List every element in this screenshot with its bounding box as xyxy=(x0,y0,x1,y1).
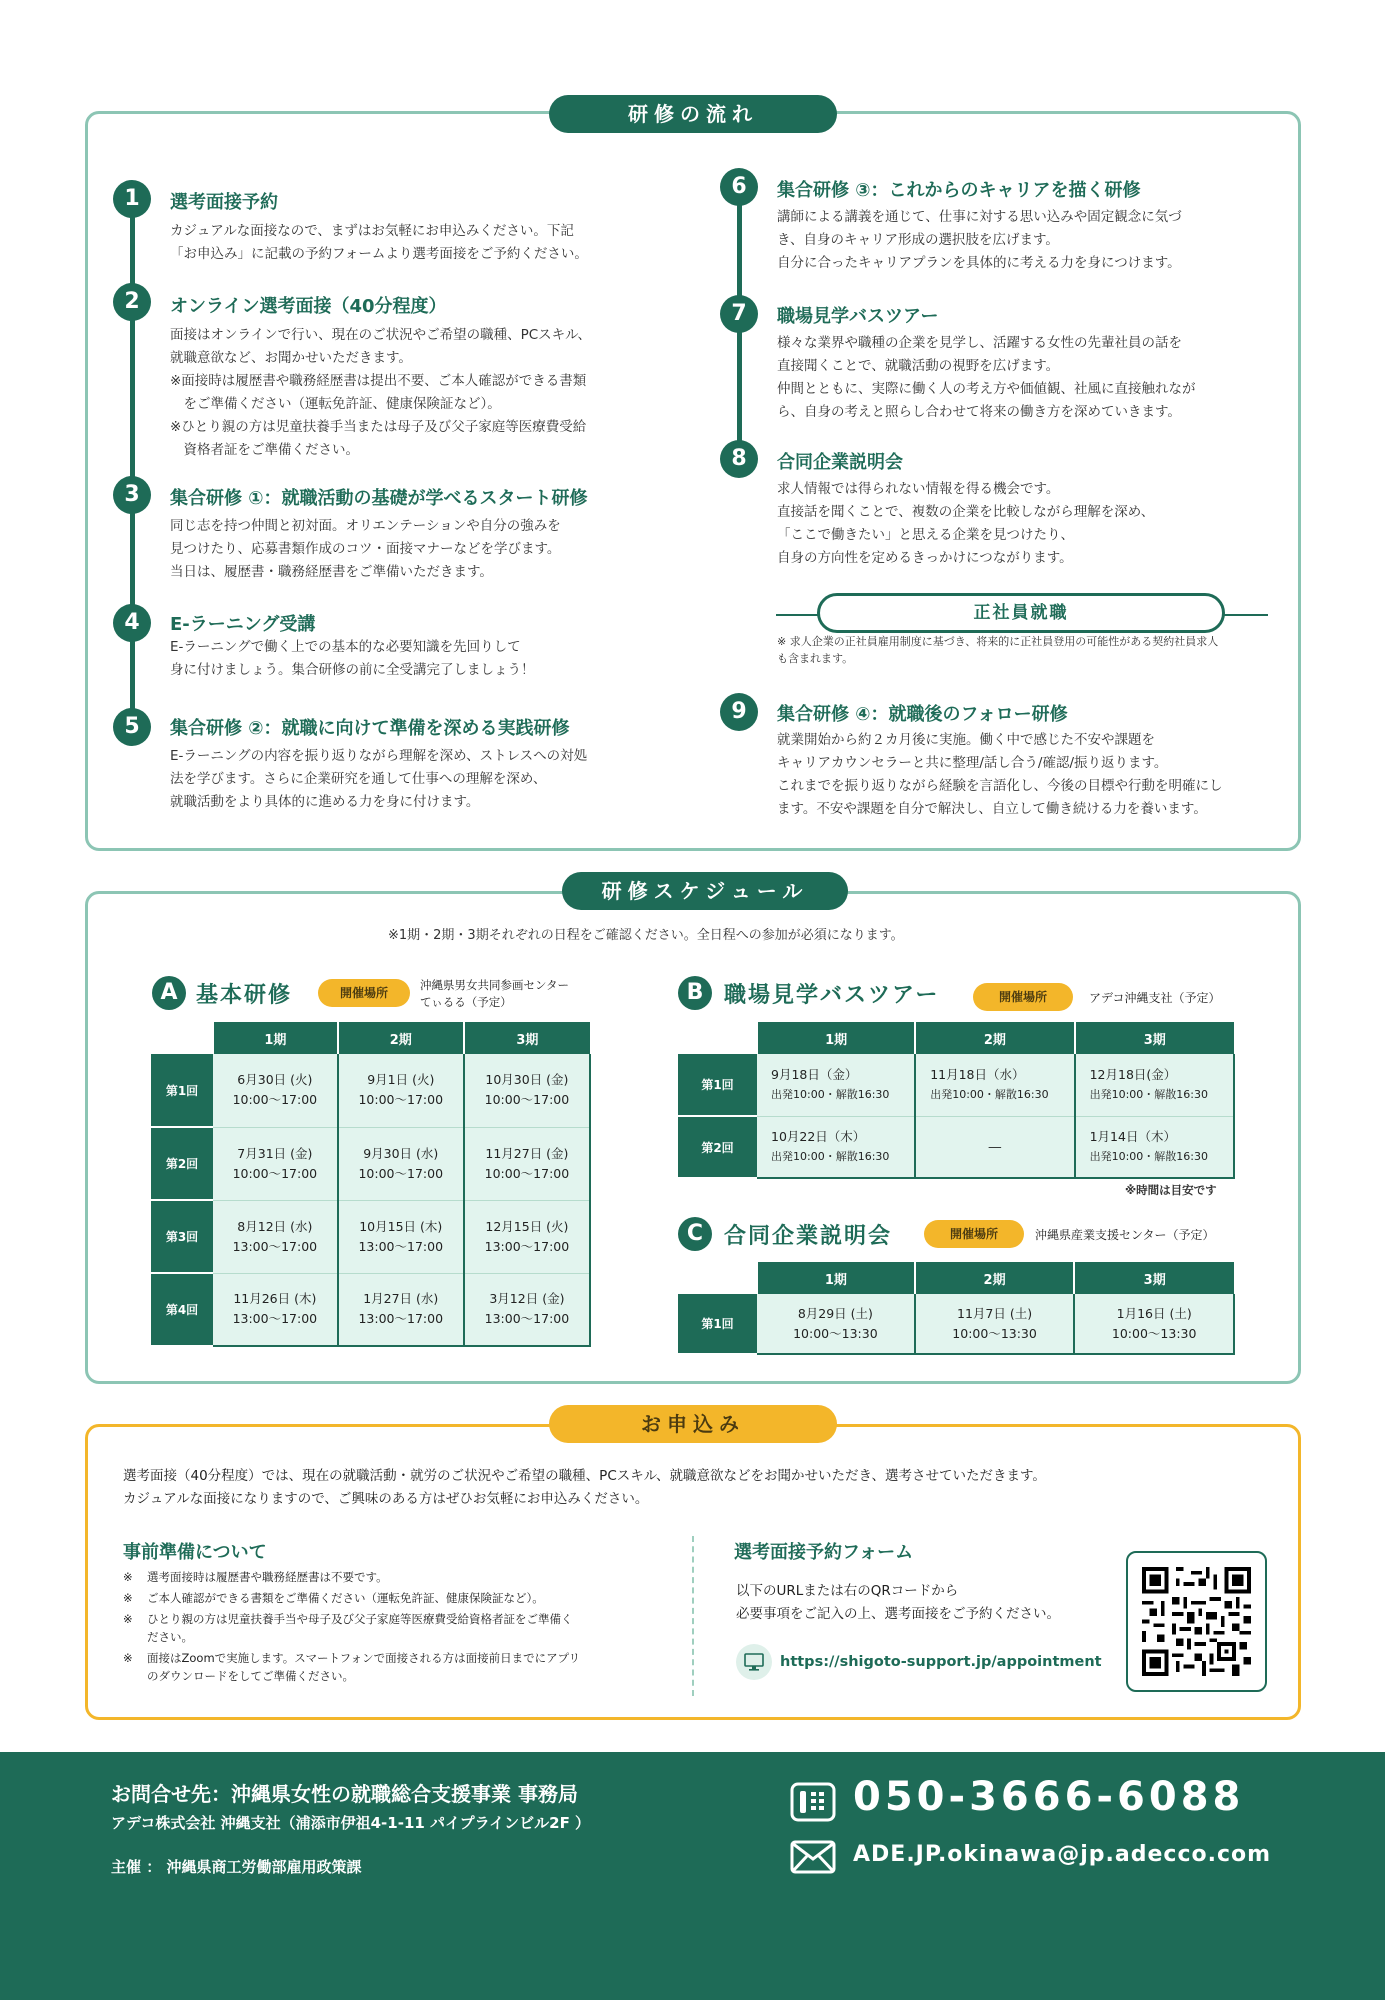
step-line: 資格者証をご準備ください。 xyxy=(170,442,359,458)
schedule-c-table xyxy=(678,1262,1235,1355)
table-cell: 10月22日（木） 出発10:00・解散16:30 xyxy=(757,1116,915,1178)
step-line: 面接はオンラインで行い、現在のご状況やご希望の職種、PCスキル、 xyxy=(170,327,591,343)
step-body xyxy=(777,206,1182,275)
contact-title: お問合せ先：沖縄県女性の就職総合支援事業 事務局 xyxy=(111,1782,578,1806)
table-cell: ― xyxy=(915,1116,1074,1178)
step-line: E-ラーニングの内容を振り返りながら理解を深め、ストレスへの対処 xyxy=(170,748,588,764)
venue-badge: 開催場所 xyxy=(924,1220,1024,1248)
form-title: 選考面接予約フォーム xyxy=(734,1542,914,1563)
step-number: 3 xyxy=(113,476,151,514)
step-number: 6 xyxy=(720,168,758,206)
row-label: 第2回 xyxy=(151,1127,213,1200)
table-row xyxy=(151,1127,590,1200)
table-corner xyxy=(151,1022,213,1054)
step-line: 「お申込み」に記載の予約フォームより選考面接をご予約ください。 xyxy=(170,246,588,262)
sponsor: 主催 ： 沖縄県商工労働部雇用政策課 xyxy=(111,1858,362,1876)
step-line: ※面接時は履歴書や職務経歴書は提出不要、ご本人確認ができる書類 xyxy=(170,373,587,389)
table-row xyxy=(678,1116,1234,1178)
table-cell: 7月31日 (金) 10:00〜17:00 xyxy=(213,1127,338,1200)
venue-badge: 開催場所 xyxy=(318,979,410,1007)
table-cell: 9月30日 (水) 10:00〜17:00 xyxy=(338,1127,464,1200)
prep-list xyxy=(123,1568,580,1688)
step-line: 直接聞くことで、就職活動の視野を広げます。 xyxy=(777,358,1060,374)
table-cell: 11月26日 (木) 13:00〜17:00 xyxy=(213,1273,338,1346)
step-line: 「ここで働きたい」と思える企業を見つけたり、 xyxy=(777,527,1074,543)
step-body xyxy=(777,332,1196,424)
table-row xyxy=(678,1294,1234,1354)
step-title: 集合研修 ②：就職に向けて準備を深める実践研修 xyxy=(170,718,570,739)
schedule-c-title: 合同企業説明会 xyxy=(724,1224,893,1249)
step-line: 法を学びます。さらに企業研究を通して仕事への理解を深め、 xyxy=(170,771,547,787)
table-corner xyxy=(678,1022,757,1054)
flow-section-title: 研修の流れ xyxy=(549,95,837,133)
row-label: 第2回 xyxy=(678,1116,757,1178)
table-row xyxy=(151,1054,590,1127)
step-line: 就職意欲など、お聞かせいただきます。 xyxy=(170,350,412,366)
step-line: 直接話を聞くことで、複数の企業を比較しながら理解を深め、 xyxy=(777,504,1155,520)
venue-line: てぃるる（予定） xyxy=(420,995,512,1009)
schedule-a-title: 基本研修 xyxy=(196,983,293,1008)
step-body xyxy=(170,636,535,682)
schedule-b-table xyxy=(678,1022,1235,1179)
url-text[interactable]: https://shigoto-support.jp/appointment xyxy=(780,1654,1102,1670)
prep-item: ※ ひとり親の方は児童扶養手当や母子及び父子家庭等医療費受給資格者証をご準備く ださい。 xyxy=(123,1612,573,1644)
phone-number[interactable]: 050-3666-6088 xyxy=(853,1774,1245,1820)
venue-badge: 開催場所 xyxy=(973,983,1073,1011)
table-row xyxy=(678,1054,1234,1116)
note-mark: ※ xyxy=(123,1591,133,1605)
table-header: 1期 xyxy=(757,1022,915,1054)
table-cell: 8月29日 (土) 10:00〜13:30 xyxy=(757,1294,915,1354)
note-line: も含まれます。 xyxy=(777,652,854,665)
step-body xyxy=(170,515,561,584)
row-label: 第1回 xyxy=(678,1294,757,1354)
table-cell: 10月15日 (木) 13:00〜17:00 xyxy=(338,1200,464,1273)
intro-line: カジュアルな面接になりますので、ご興味のある方はぜひお気軽にお申込みください。 xyxy=(123,1491,649,1507)
table-header: 2期 xyxy=(915,1022,1074,1054)
step-number: 1 xyxy=(113,180,151,218)
step-line: 求人情報では得られない情報を得る機会です。 xyxy=(777,481,1060,497)
table-cell: 11月18日（水） 出発10:00・解散16:30 xyxy=(915,1054,1074,1116)
step-line: 身に付けましょう。集合研修の前に全受講完了しましょう！ xyxy=(170,662,535,678)
step-title: 選考面接予約 xyxy=(170,192,278,213)
table-row xyxy=(151,1273,590,1346)
note-mark: ※ xyxy=(123,1570,133,1584)
intro-line: 選考面接（40分程度）では、現在の就職活動・就労のご状況やご希望の職種、PCスキル、就職意欲などをお聞かせいただき、選考させていただきます。 xyxy=(123,1468,1046,1484)
schedule-note: ※1期・2期・3期それぞれの日程をご確認ください。全日程への参加が必須になります。 xyxy=(388,928,904,943)
row-label: 第1回 xyxy=(151,1054,213,1127)
prep-item: ※ 選考面接時は履歴書や職務経歴書は不要です。 xyxy=(123,1570,388,1584)
step-title: 集合研修 ①：就職活動の基礎が学べるスタート研修 xyxy=(170,488,588,509)
step-body xyxy=(777,478,1154,570)
table-cell: 8月12日 (水) 13:00〜17:00 xyxy=(213,1200,338,1273)
section-letter-a: A xyxy=(152,976,186,1010)
step-line: キャリアカウンセラーと共に整理/話し合う/確認/振り返ります。 xyxy=(777,755,1168,771)
step-line: 見つけたり、応募書類作成のコツ・面接マナーなどを学びます。 xyxy=(170,541,561,557)
step-line: これまでを振り返りながら経験を言語化し、今後の目標や行動を明確にし xyxy=(777,778,1223,794)
apply-divider xyxy=(692,1536,694,1696)
step-title: オンライン選考面接（40分程度） xyxy=(170,296,447,317)
step-line: 講師による講義を通じて、仕事に対する思い込みや固定観念に気づ xyxy=(777,209,1182,225)
table-cell: 12月18日(金） 出発10:00・解散16:30 xyxy=(1075,1054,1234,1116)
step-body xyxy=(170,745,587,814)
mail-icon xyxy=(790,1840,836,1874)
step-line: 同じ志を持つ仲間と初対面。オリエンテーションや自分の強みを xyxy=(170,518,561,534)
form-line: 必要事項をご記入の上、選考面接をご予約ください。 xyxy=(736,1606,1060,1622)
prep-item: ※ ご本人確認ができる書類をご準備ください（運転免許証、健康保険証など）。 xyxy=(123,1591,544,1605)
table-header: 1期 xyxy=(757,1262,915,1294)
step-body xyxy=(170,324,591,462)
step-line: 就業開始から約２カ月後に実施。働く中で感じた不安や課題を xyxy=(777,732,1155,748)
step-line: E-ラーニングで働く上での基本的な必要知識を先回りして xyxy=(170,639,521,655)
step-title: 合同企業説明会 xyxy=(777,452,903,473)
qr-code-frame xyxy=(1126,1551,1267,1692)
table-row xyxy=(151,1200,590,1273)
table-cell: 10月30日 (金) 10:00〜17:00 xyxy=(464,1054,590,1127)
table-cell: 1月14日（木） 出発10:00・解散16:30 xyxy=(1075,1116,1234,1178)
table-header: 3期 xyxy=(1074,1262,1234,1294)
row-label: 第4回 xyxy=(151,1273,213,1346)
table-header: 2期 xyxy=(338,1022,464,1054)
step-line: き、自身のキャリア形成の選択肢を広げます。 xyxy=(777,232,1059,248)
schedule-b-footnote: ※時間は目安です xyxy=(1125,1183,1217,1197)
step-number: 5 xyxy=(113,708,151,746)
prep-item: ※ 面接はZoomで実施します。スマートフォンで面接される方は面接前日までにアプリ のダウンロードをしてご準備ください。 xyxy=(123,1651,581,1683)
table-header: 1期 xyxy=(213,1022,338,1054)
phone-icon xyxy=(790,1782,836,1822)
apply-section-title: お申込み xyxy=(549,1405,837,1443)
step-line: 自分に合ったキャリアプランを具体的に考える力を身につけます。 xyxy=(777,255,1181,271)
schedule-a-table xyxy=(151,1022,591,1347)
monitor-icon xyxy=(736,1644,772,1680)
step-number: 4 xyxy=(113,604,151,642)
table-cell: 6月30日 (火) 10:00〜17:00 xyxy=(213,1054,338,1127)
qr-code-icon[interactable] xyxy=(1142,1567,1251,1676)
table-cell: 1月27日 (水) 13:00〜17:00 xyxy=(338,1273,464,1346)
step-line: 自身の方向性を定めるきっかけにつながります。 xyxy=(777,550,1073,566)
flow-timeline-left xyxy=(130,200,135,728)
table-cell: 9月1日 (火) 10:00〜17:00 xyxy=(338,1054,464,1127)
email-address[interactable]: ADE.JP.okinawa@jp.adecco.com xyxy=(853,1842,1272,1867)
schedule-b-title: 職場見学バスツアー xyxy=(724,983,940,1008)
step-body xyxy=(777,729,1223,821)
apply-intro xyxy=(123,1465,1046,1511)
step-number: 9 xyxy=(720,693,758,731)
step-body xyxy=(170,220,588,266)
step-line: 仲間とともに、実際に働く人の考え方や価値観、社風に直接触れなが xyxy=(777,381,1196,397)
step-line: ら、自身の考えと照らし合わせて将来の働き方を深めていきます。 xyxy=(777,404,1181,420)
schedule-c-venue: 沖縄県産業支援センター（予定） xyxy=(1035,1228,1215,1242)
table-cell: 11月27日 (金) 10:00〜17:00 xyxy=(464,1127,590,1200)
employment-note xyxy=(777,633,1218,667)
step-title: 集合研修 ④：就職後のフォロー研修 xyxy=(777,704,1068,725)
step-line: をご準備ください（運転免許証、健康保険証など）。 xyxy=(170,396,501,412)
step-number: 8 xyxy=(720,440,758,478)
table-cell: 12月15日 (火) 13:00〜17:00 xyxy=(464,1200,590,1273)
table-cell: 3月12日 (金) 13:00〜17:00 xyxy=(464,1273,590,1346)
step-title: 職場見学バスツアー xyxy=(777,306,939,327)
company-address: アデコ株式会社 沖縄支社（浦添市伊祖4-1-11 パイプラインビル2F ） xyxy=(111,1814,591,1832)
table-corner xyxy=(678,1262,757,1294)
url-link[interactable] xyxy=(736,1644,1102,1680)
schedule-b-venue: アデコ沖縄支社（予定） xyxy=(1089,991,1221,1005)
schedule-a-venue xyxy=(420,977,569,1011)
table-cell: 1月16日 (土) 10:00〜13:30 xyxy=(1074,1294,1234,1354)
note-line: ※ 求人企業の正社員雇用制度に基づき、将来的に正社員登用の可能性がある契約社員求人 xyxy=(777,635,1219,648)
table-header: 3期 xyxy=(464,1022,590,1054)
step-title: E-ラーニング受講 xyxy=(170,614,316,635)
note-mark: ※ xyxy=(123,1612,133,1626)
step-line: ます。不安や課題を自分で解決し、自立して働き続ける力を養います。 xyxy=(777,801,1207,817)
table-header: 2期 xyxy=(915,1262,1075,1294)
step-line: カジュアルな面接なので、まずはお気軽にお申込みください。下記 xyxy=(170,223,574,239)
prep-title: 事前準備について xyxy=(123,1542,267,1563)
step-line: 様々な業界や職種の企業を見学し、活躍する女性の先輩社員の話を xyxy=(777,335,1182,351)
row-label: 第1回 xyxy=(678,1054,757,1116)
step-line: 当日は、履歴書・職務経歴書をご準備いただきます。 xyxy=(170,564,493,580)
step-number: 2 xyxy=(113,283,151,321)
venue-line: 沖縄県男女共同参画センター xyxy=(420,978,570,992)
employment-label: 正社員就職 xyxy=(817,593,1225,633)
table-cell: 11月7日 (土) 10:00〜13:30 xyxy=(915,1294,1075,1354)
footer xyxy=(0,1752,1385,2000)
step-title: 集合研修 ③：これからのキャリアを描く研修 xyxy=(777,180,1141,201)
row-label: 第3回 xyxy=(151,1200,213,1273)
form-line: 以下のURLまたは右のQRコードから xyxy=(736,1583,959,1599)
schedule-section-title: 研修スケジュール xyxy=(562,872,848,910)
note-mark: ※ xyxy=(123,1651,133,1665)
form-description xyxy=(736,1580,1060,1626)
section-letter-c: C xyxy=(678,1217,712,1251)
table-cell: 9月18日（金） 出発10:00・解散16:30 xyxy=(757,1054,915,1116)
section-letter-b: B xyxy=(678,976,712,1010)
step-number: 7 xyxy=(720,295,758,333)
step-line: ※ひとり親の方は児童扶養手当または母子及び父子家庭等医療費受給 xyxy=(170,419,587,435)
step-line: 就職活動をより具体的に進める力を身に付けます。 xyxy=(170,794,480,810)
table-header: 3期 xyxy=(1075,1022,1234,1054)
